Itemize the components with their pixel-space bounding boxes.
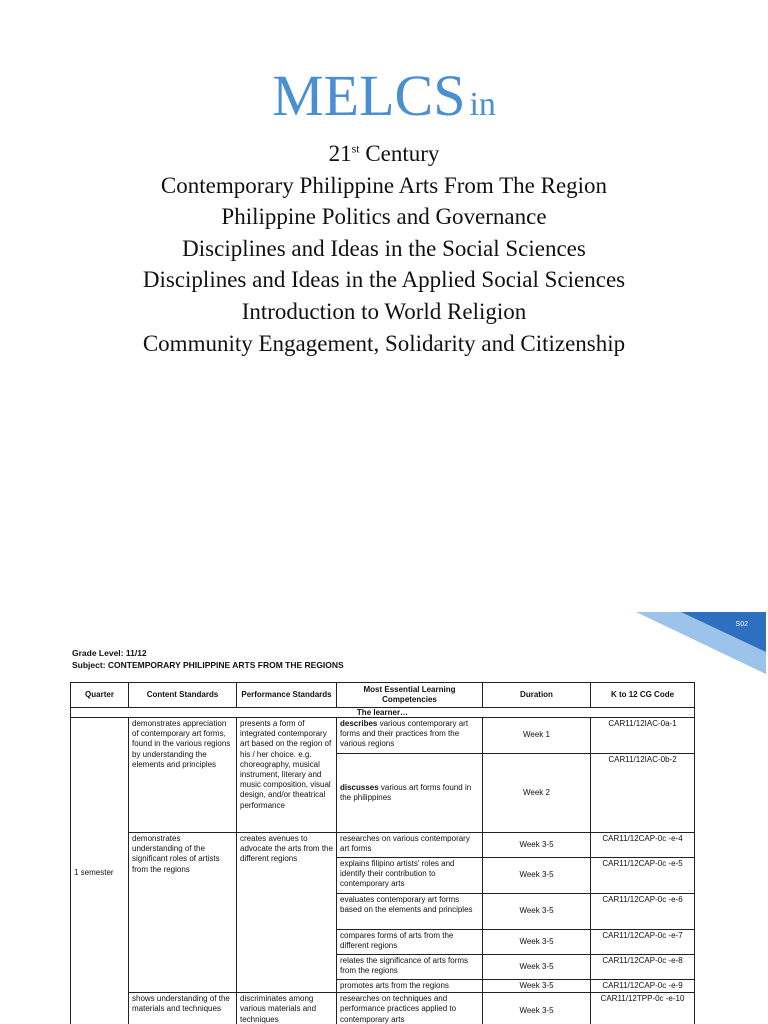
- duration-cell: Week 3-5: [483, 858, 591, 894]
- content-standard-cell: demonstrates appreciation of contemporary art forms, found in the various regions by understanding the elements and principles: [129, 718, 237, 833]
- performance-standard-cell: presents a form of integrated contemporary art based on the region of his / her choice. e.g. choreography, musical instrument, literary and music composition, visual design, and/or theatrical performance: [237, 718, 337, 833]
- duration-cell: Week 1: [483, 718, 591, 754]
- ordinal-suffix: st: [351, 141, 360, 156]
- learner-row: [71, 708, 695, 718]
- column-header: Duration: [483, 683, 591, 708]
- melcs-table: [70, 682, 695, 1024]
- column-header: K to 12 CG Code: [591, 683, 695, 708]
- learner-label: The learner…: [71, 708, 695, 718]
- subject-line: Disciplines and Ideas in the Applied Social Sciences: [142, 267, 626, 293]
- duration-cell: Week 3-5: [483, 833, 591, 858]
- cg-code-cell: CAR11/12CAP-0c -e-9: [591, 980, 695, 993]
- competency-cell: researches on techniques and performance practices applied to contemporary arts: [337, 993, 483, 1024]
- duration-cell: Week 3-5: [483, 993, 591, 1024]
- cg-code-cell: CAR11/12CAP-0c -e-7: [591, 930, 695, 955]
- column-header: Content Standards: [129, 683, 237, 708]
- duration-cell: Week 3-5: [483, 980, 591, 993]
- competency-cell: compares forms of arts from the different regions: [337, 930, 483, 955]
- subject-line: Philippine Politics and Governance: [221, 204, 547, 230]
- duration-cell: Week 2: [483, 754, 591, 833]
- cg-code-cell: CAR11/12IAC-0b-2: [591, 754, 695, 833]
- duration-cell: Week 3-5: [483, 955, 591, 980]
- table-row: [71, 833, 695, 858]
- column-header: Performance Standards: [237, 683, 337, 708]
- duration-cell: Week 3-5: [483, 894, 591, 930]
- content-standard-cell: shows understanding of the materials and techniques: [129, 993, 237, 1024]
- title-suffix: in: [469, 86, 496, 123]
- document-page-preview: [62, 612, 766, 1024]
- competency-cell: explains filipino artists' roles and identify their contribution to contemporary arts: [337, 858, 483, 894]
- title: [0, 62, 768, 129]
- cg-code-cell: CAR11/12CAP-0c -e-8: [591, 955, 695, 980]
- competency-cell: evaluates contemporary art forms based on the elements and principles: [337, 894, 483, 930]
- content-standard-cell: demonstrates understanding of the significant roles of artists from the regions: [129, 833, 237, 993]
- cg-code-cell: CAR11/12CAP-0c -e-6: [591, 894, 695, 930]
- competency-cell: discusses various art forms found in the philippines: [337, 754, 483, 833]
- subject-heading: Subject: CONTEMPORARY PHILIPPINE ARTS FROM THE REGIONS: [72, 660, 344, 670]
- subject-line: Community Engagement, Solidarity and Citizenship: [142, 330, 626, 356]
- page-number: S02: [735, 621, 748, 628]
- title-main: MELCS: [272, 63, 466, 128]
- grade-level: Grade Level: 11/12: [72, 648, 147, 658]
- quarter-cell: 1 semester: [71, 718, 129, 1024]
- performance-standard-cell: creates avenues to advocate the arts from the different regions: [237, 833, 337, 993]
- competency-cell: researches on various contemporary art forms: [337, 833, 483, 858]
- competency-cell: describes various contemporary art forms and their practices from the various regions: [337, 718, 483, 754]
- table-row: [71, 993, 695, 1024]
- duration-cell: Week 3-5: [483, 930, 591, 955]
- cg-code-cell: CAR11/12CAP-0c -e-4: [591, 833, 695, 858]
- cg-code-cell: CAR11/12TPP-0c -e-10: [591, 993, 695, 1024]
- competency-cell: promotes arts from the regions: [337, 980, 483, 993]
- column-header: Quarter: [71, 683, 129, 708]
- cg-code-cell: CAR11/12IAC-0a-1: [591, 718, 695, 754]
- subject-line: 21st Century: [328, 141, 440, 166]
- subject-line: Disciplines and Ideas in the Social Sciences: [182, 235, 586, 261]
- document-header: [72, 647, 344, 671]
- table-header-row: [71, 683, 695, 708]
- table-row: [71, 718, 695, 754]
- subject-list: [0, 138, 768, 359]
- subject-line: Contemporary Philippine Arts From The Region: [160, 172, 608, 198]
- column-header: Most Essential Learning Competencies: [337, 683, 483, 708]
- cg-code-cell: CAR11/12CAP-0c -e-5: [591, 858, 695, 894]
- subject-line: Introduction to World Religion: [241, 298, 527, 324]
- competency-cell: relates the significance of arts forms from the regions: [337, 955, 483, 980]
- performance-standard-cell: discriminates among various materials and techniques: [237, 993, 337, 1024]
